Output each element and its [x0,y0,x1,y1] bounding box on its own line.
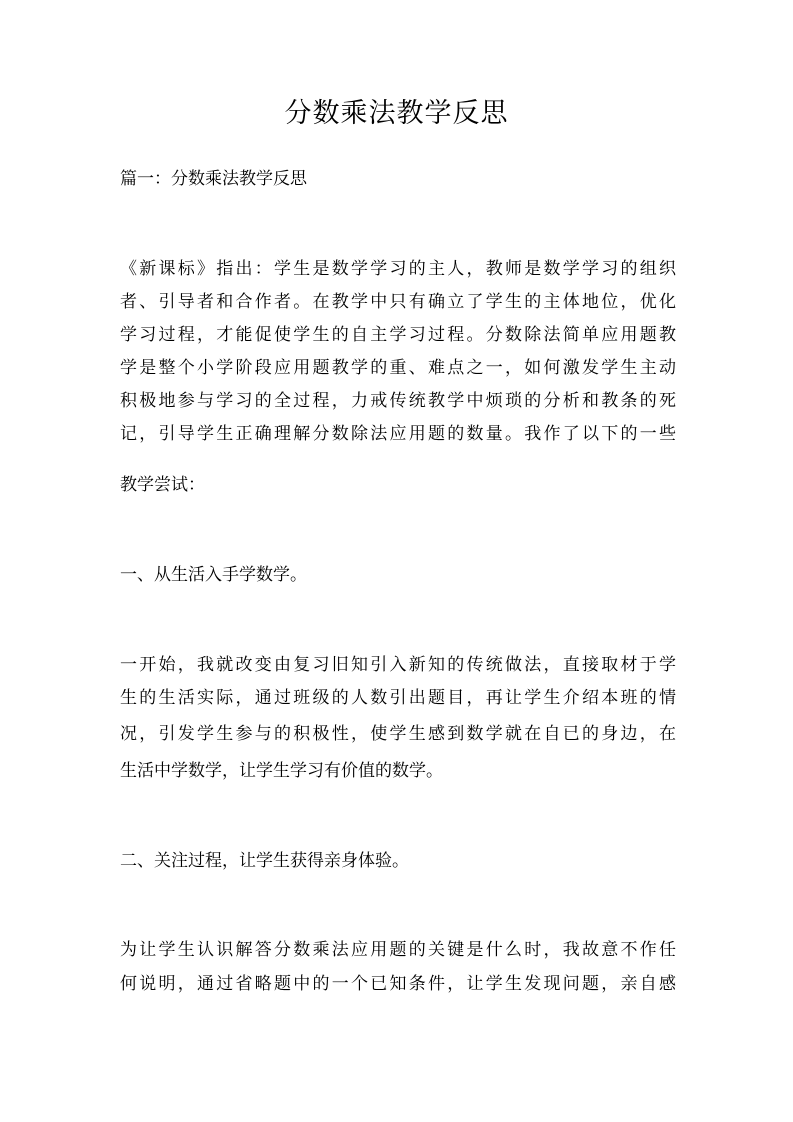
paragraph-line: 《新课标》指出：学生是数学学习的主人，教师是数学学习的组织 [120,259,676,279]
paragraph-line: 学是整个小学阶段应用题教学的重、难点之一，如何激发学生主动 [120,358,676,378]
section-heading: 二、关注过程，让学生获得亲身体验。 [120,851,409,871]
paragraph-line: 记，引导学生正确理解分数除法应用题的数量。我作了以下的一些 [120,424,676,444]
paragraph-line: 教学尝试： [120,475,205,495]
section-heading: 一、从生活入手学数学。 [120,565,307,585]
paragraph-line: 况，引发学生参与的积极性，使学生感到数学就在自已的身边，在 [120,724,676,744]
paragraph-line: 生的生活实际，通过班级的人数引出题目，再让学生介绍本班的情 [120,688,676,708]
paragraph-line: 积极地参与学习的全过程，力戒传统教学中烦琐的分析和教条的死 [120,391,676,411]
paragraph-line: 生活中学数学，让学生学习有价值的数学。 [120,761,443,781]
paragraph-line: 学习过程，才能促使学生的自主学习过程。分数除法简单应用题教 [120,325,676,345]
paragraph-line: 者、引导者和合作者。在教学中只有确立了学生的主体地位，优化 [120,292,676,312]
section-heading: 篇一：分数乘法教学反思 [120,169,307,189]
paragraph-line: 何说明，通过省略题中的一个已知条件，让学生发现问题，亲自感 [120,974,676,994]
document-title: 分数乘法教学反思 [284,98,509,129]
paragraph-line: 为让学生认识解答分数乘法应用题的关键是什么时，我故意不作任 [120,940,676,960]
paragraph-line: 一开始，我就改变由复习旧知引入新知的传统做法，直接取材于学 [120,655,676,675]
